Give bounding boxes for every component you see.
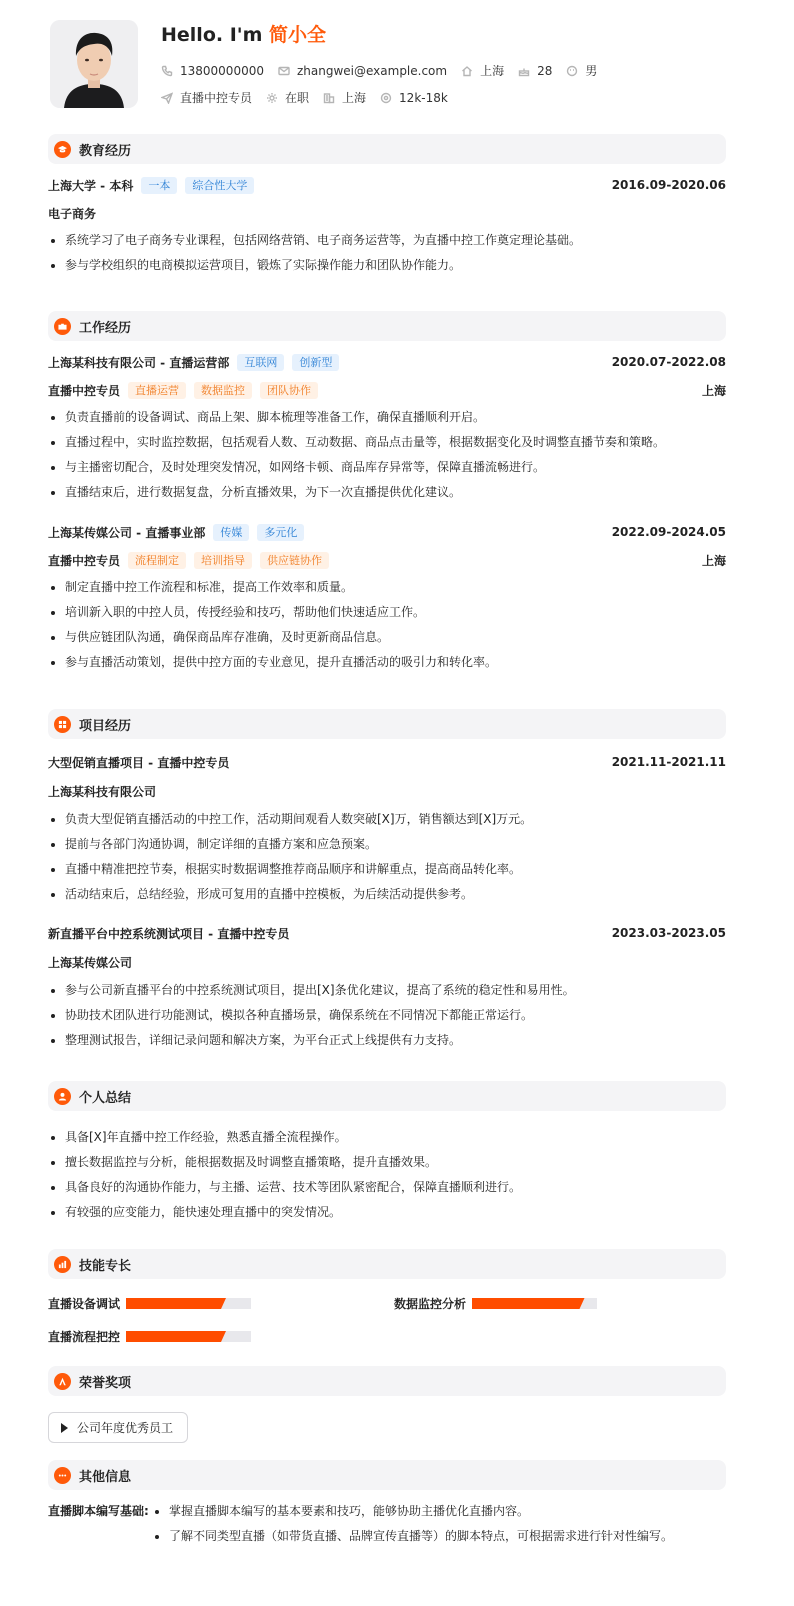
job-position-row [48, 379, 726, 401]
home-icon [461, 65, 473, 77]
job-date: 2020.07-2022.08 [611, 355, 726, 369]
education-title: 教育经历 [79, 143, 132, 159]
list-item: 系统学习了电子商务专业课程，包括网络营销、电子商务运营等，为直播中控工作奠定理论基础。 [48, 228, 726, 253]
contact-row [161, 62, 611, 79]
project-name: 大型促销直播项目 - 直播中控专员 [48, 755, 230, 770]
company-name: 上海某科技有限公司 - 直播运营部 [48, 355, 230, 370]
job-location: 上海 [701, 383, 726, 398]
resume-header [48, 0, 746, 134]
list-item: 直播过程中，实时监控数据，包括观看人数、互动数据、商品点击量等，根据数据变化及时调整直播节奏和策略。 [48, 430, 726, 455]
project-date: 2021.11-2021.11 [611, 755, 726, 769]
name-heading [161, 20, 326, 47]
education-header [48, 134, 726, 164]
person-name: 简小全 [269, 24, 327, 46]
job-bullets [48, 405, 726, 505]
gender-icon [566, 65, 578, 77]
project-company-row [48, 951, 726, 973]
more-icon [54, 1467, 71, 1484]
job-date: 2022.09-2024.05 [611, 525, 726, 539]
cake-icon [518, 65, 530, 77]
other-label: 直播脚本编写基础: [48, 1504, 149, 1518]
briefcase-icon [54, 318, 71, 335]
job-position-row [48, 549, 726, 571]
list-item: 擅长数据监控与分析，能根据数据及时调整直播策略，提升直播效果。 [48, 1150, 726, 1175]
list-item: 参与公司新直播平台的中控系统测试项目，提出[X]条优化建议，提高了系统的稳定性和易用性。 [48, 978, 726, 1003]
project-bullets [48, 978, 726, 1053]
work-section [48, 311, 726, 675]
email-item [278, 64, 447, 78]
project-row [48, 922, 726, 944]
position-tag: 供应链协作 [260, 552, 329, 569]
company-tag: 互联网 [237, 354, 284, 371]
email-text: zhangwei@example.com [296, 63, 448, 78]
job-intent-row [161, 89, 462, 106]
list-item: 与主播密切配合，及时处理突发情况，如网络卡顿、商品库存异常等，保障直播流畅进行。 [48, 455, 726, 480]
list-item: 参与学校组织的电商模拟运营项目，锻炼了实际操作能力和团队协作能力。 [48, 253, 726, 278]
projects-section [48, 709, 726, 1053]
list-item: 掌握直播脚本编写的基本要素和技巧，能够协助主播优化直播内容。 [152, 1499, 673, 1524]
list-item: 直播结束后，进行数据复盘，分析直播效果，为下一次直播提供优化建议。 [48, 480, 726, 505]
education-section [48, 134, 726, 278]
project-row [48, 751, 726, 773]
skills-title: 技能专长 [79, 1258, 132, 1274]
skill-bar [126, 1298, 251, 1309]
honors-title: 荣誉奖项 [79, 1375, 132, 1391]
education-entry [48, 174, 726, 196]
list-item: 活动结束后，总结经验，形成可复用的直播中控模板，为后续活动提供参考。 [48, 882, 726, 907]
list-item: 负责大型促销直播活动的中控工作，活动期间观看人数突破[X]万，销售额达到[X]万元。 [48, 807, 726, 832]
list-item: 参与直播活动策划，提供中控方面的专业意见，提升直播活动的吸引力和转化率。 [48, 650, 726, 675]
honors-header [48, 1366, 726, 1396]
skill-fill [126, 1298, 226, 1309]
skill-item [48, 1328, 251, 1345]
list-item: 制定直播中控工作流程和标准，提高工作效率和质量。 [48, 575, 726, 600]
skill-label: 直播设备调试 [48, 1297, 121, 1311]
summary-header [48, 1081, 726, 1111]
job-company-row [48, 351, 726, 373]
phone-text: 13800000000 [180, 63, 264, 78]
coin-icon [380, 92, 392, 104]
other-section [48, 1460, 726, 1549]
award-text: 公司年度优秀员工 [77, 1421, 174, 1435]
greeting-text: Hello. I'm [161, 24, 269, 46]
project-name: 新直播平台中控系统测试项目 - 直播中控专员 [48, 926, 290, 941]
list-item: 直播中精准把控节奏，根据实时数据调整推荐商品顺序和讲解重点，提高商品转化率。 [48, 857, 726, 882]
salary-item [380, 91, 448, 105]
skills-section [48, 1249, 726, 1349]
position-tag: 流程制定 [128, 552, 186, 569]
phone-icon [161, 65, 173, 77]
target-city-text: 上海 [342, 91, 367, 105]
building-icon [323, 92, 335, 104]
chart-icon [54, 1256, 71, 1273]
status-text: 在职 [285, 91, 310, 105]
age-text: 28 [537, 63, 553, 78]
skills-header [48, 1249, 726, 1279]
project-company: 上海某科技有限公司 [48, 784, 157, 799]
major-row [48, 202, 726, 224]
education-date: 2016.09-2020.06 [611, 178, 726, 192]
avatar-portrait-icon [50, 20, 138, 108]
list-item: 了解不同类型直播（如带货直播、品牌宣传直播等）的脚本特点，可根据需求进行针对性编写。 [152, 1524, 673, 1549]
skill-label: 直播流程把控 [48, 1330, 121, 1344]
target-city-item [323, 89, 366, 106]
skill-item [48, 1295, 251, 1312]
position-tag: 团队协作 [260, 382, 318, 399]
salary-text: 12k-18k [399, 90, 448, 105]
list-item: 培训新入职的中控人员，传授经验和技巧，帮助他们快速适应工作。 [48, 600, 726, 625]
gear-icon [266, 92, 278, 104]
summary-title: 个人总结 [79, 1090, 132, 1106]
other-bullets [152, 1499, 673, 1549]
target-job-text: 直播中控专员 [180, 91, 253, 105]
job-bullets [48, 575, 726, 675]
gender-item [566, 62, 597, 79]
major-name: 电子商务 [48, 206, 97, 221]
list-item: 提前与各部门沟通协调，制定详细的直播方案和应急预案。 [48, 832, 726, 857]
work-title: 工作经历 [79, 320, 132, 336]
list-item: 有较强的应变能力，能快速处理直播中的突发情况。 [48, 1200, 726, 1225]
summary-section [48, 1081, 726, 1225]
award-chip [48, 1412, 188, 1443]
grid-icon [54, 716, 71, 733]
honors-section [48, 1366, 726, 1443]
job-company-row [48, 521, 726, 543]
position-name: 直播中控专员 [48, 553, 121, 568]
company-name: 上海某传媒公司 - 直播事业部 [48, 525, 206, 540]
school-name: 上海大学 - 本科 [48, 178, 134, 193]
city-item [461, 62, 504, 79]
position-tag: 培训指导 [194, 552, 252, 569]
job-location: 上海 [701, 553, 726, 568]
position-tag: 直播运营 [128, 382, 186, 399]
send-icon [161, 92, 173, 104]
avatar [50, 20, 138, 108]
position-name: 直播中控专员 [48, 383, 121, 398]
skill-bar [472, 1298, 597, 1309]
company-tag: 传媒 [213, 524, 249, 541]
work-header [48, 311, 726, 341]
award-icon [54, 1373, 71, 1390]
play-icon [61, 1423, 68, 1433]
school-tag: 综合性大学 [185, 177, 254, 194]
projects-header [48, 709, 726, 739]
list-item: 具备良好的沟通协作能力，与主播、运营、技术等团队紧密配合，保障直播顺利进行。 [48, 1175, 726, 1200]
mail-icon [278, 65, 290, 77]
gender-text: 男 [585, 64, 598, 78]
list-item: 负责直播前的设备调试、商品上架、脚本梳理等准备工作，确保直播顺利开启。 [48, 405, 726, 430]
position-tag: 数据监控 [194, 382, 252, 399]
school-tag: 一本 [141, 177, 177, 194]
skills-list [48, 1279, 726, 1349]
education-bullets [48, 228, 726, 278]
summary-bullets [48, 1125, 726, 1225]
skill-bar [126, 1331, 251, 1342]
phone-item [161, 64, 264, 78]
skill-item [394, 1295, 597, 1312]
status-item [266, 89, 309, 106]
other-header [48, 1460, 726, 1490]
project-date: 2023.03-2023.05 [611, 926, 726, 940]
skill-label: 数据监控分析 [394, 1297, 467, 1311]
graduation-cap-icon [54, 141, 71, 158]
projects-title: 项目经历 [79, 718, 132, 734]
project-bullets [48, 807, 726, 907]
company-tag: 多元化 [257, 524, 304, 541]
list-item: 具备[X]年直播中控工作经验，熟悉直播全流程操作。 [48, 1125, 726, 1150]
skill-fill [472, 1298, 585, 1309]
target-job-item [161, 89, 252, 106]
city-text: 上海 [480, 64, 505, 78]
other-title: 其他信息 [79, 1469, 132, 1485]
list-item: 整理测试报告，详细记录问题和解决方案，为平台正式上线提供有力支持。 [48, 1028, 726, 1053]
company-tag: 创新型 [292, 354, 339, 371]
project-company-row [48, 780, 726, 802]
age-item [518, 64, 552, 78]
user-icon [54, 1088, 71, 1105]
list-item: 与供应链团队沟通，确保商品库存准确，及时更新商品信息。 [48, 625, 726, 650]
list-item: 协助技术团队进行功能测试，模拟各种直播场景，确保系统在不同情况下都能正常运行。 [48, 1003, 726, 1028]
other-row [48, 1499, 726, 1549]
skill-fill [126, 1331, 226, 1342]
project-company: 上海某传媒公司 [48, 955, 133, 970]
